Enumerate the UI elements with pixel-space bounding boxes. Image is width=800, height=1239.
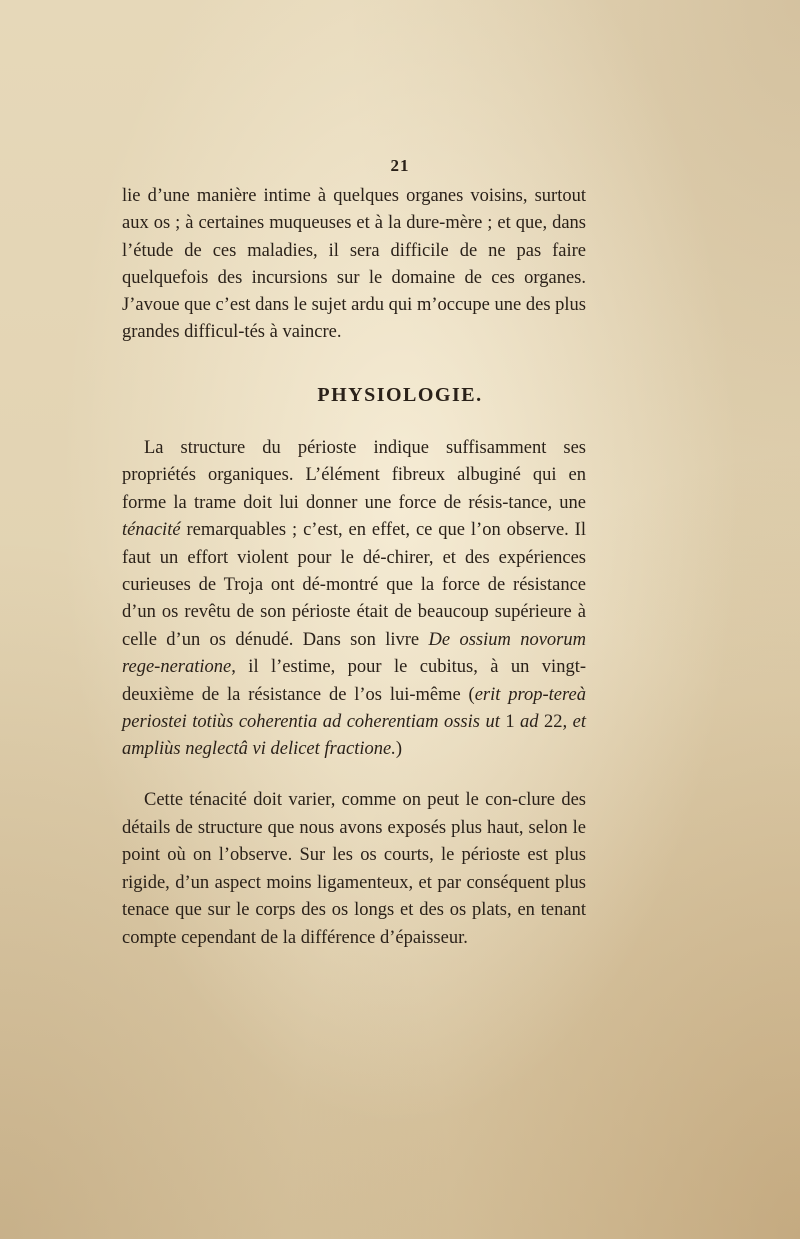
paragraph-intro-text: lie d’une manière intime à quelques organes voisins, surtout aux os ; à certaines muqueuses et à la dure-mère ; et que, dans l’étude de ces maladies, il sera difficile de ne pas faire quelquefois des incursions sur le domaine de ces organes. J’avoue que c’est dans le sujet ardu qui m’occupe une des plus grandes difficul-tés à vaincre. xyxy=(122,186,586,343)
book-title: De ossium novorum rege-neratione xyxy=(122,629,586,678)
paragraph-tenacity-text: Cette ténacité doit varier, comme on peut le con-clure des détails de structure que nous avons exposés plus haut, selon le point où on l’observe. Sur les os courts, le périoste est plus rigide, d’un aspect moins ligamenteux, et par conséquent plus tenace que sur le corps des os longs et des os plats, en tenant compte cependant de la différence d’épaisseur. xyxy=(122,790,586,948)
paragraph-structure xyxy=(122,435,586,764)
latin-quote-part-2: ad xyxy=(514,712,545,733)
section-heading: PHYSIOLOGIE. xyxy=(317,384,483,406)
page-number: 21 xyxy=(390,156,410,175)
paragraph-tenacity xyxy=(122,787,586,952)
term-tenacite: ténacité xyxy=(122,520,181,541)
latin-quote-part-3: , et ampliùs neglectâ vi delicet fractione. xyxy=(122,712,587,760)
paragraph-intro xyxy=(122,183,586,347)
paragraph-structure-part-2: remarquables ; c’est, en effet, ce que l’on observe. Il faut un effort violent pour le dé-chirer, et des expériences curieuses de Troja ont dé-montré que la force de résistance d’un os revêtu de son périoste était de beaucoup supérieure à celle d’un os dénudé. Dans son livre xyxy=(122,520,586,650)
paragraph-structure-part-3: , il l’estime, pour le cubitus, à un vingt-deuxième de la résistance de l’os lui-même ( xyxy=(122,657,586,705)
ratio-number-1: 1 xyxy=(505,712,515,733)
ratio-number-2: 22 xyxy=(544,712,563,733)
closing-parenthesis: ) xyxy=(395,739,402,760)
latin-quote-part-1: erit prop-tereà periostei totiùs coherentia ad coherentiam ossis ut xyxy=(122,684,586,733)
paragraph-structure-part-1: La structure du périoste indique suffisamment ses propriétés organiques. L’élément fibreux albuginé qui en forme la trame doit lui donner une force de résis-tance, une xyxy=(122,438,586,513)
